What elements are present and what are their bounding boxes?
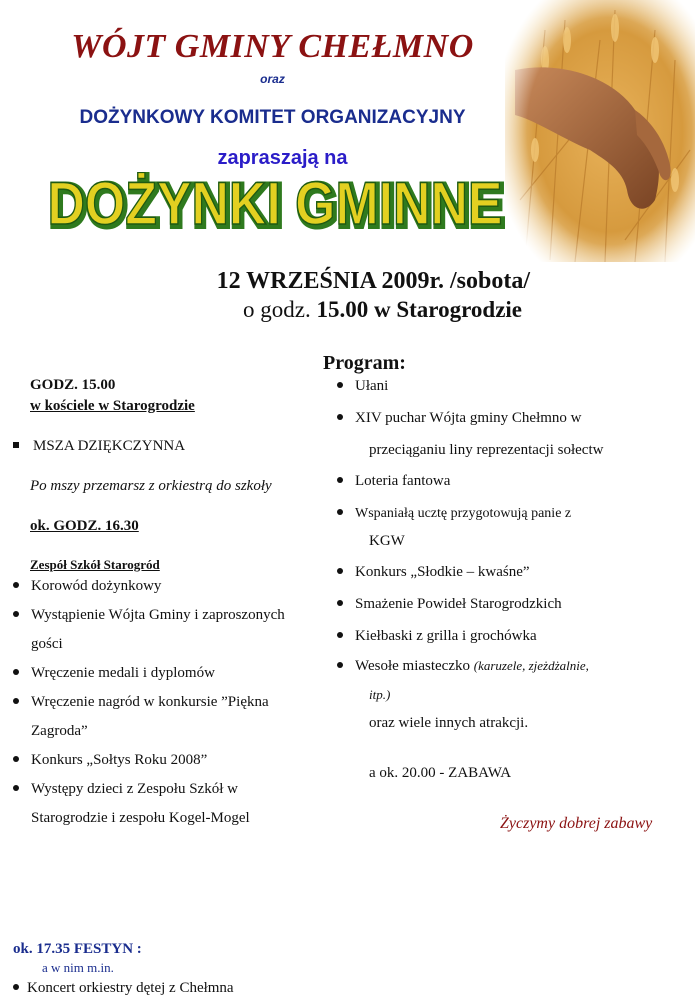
festyn-item: Koncert orkiestry dętej z Chełmna	[13, 979, 234, 997]
program-item: Kiełbaski z grilla i grochówka	[337, 627, 537, 645]
closing-wish: Życzymy dobrej zabawy	[500, 815, 653, 832]
mass-title: MSZA DZIĘKCZYNNA	[33, 438, 186, 454]
bullet	[337, 477, 343, 483]
bullet	[13, 984, 19, 990]
bullet	[337, 662, 343, 668]
bullet	[13, 582, 19, 588]
conjunction-text: oraz	[260, 72, 285, 86]
time-prefix: o godz.	[243, 297, 311, 322]
event-date: 12 WRZEŚNIA 2009r. /sobota/	[216, 268, 530, 294]
list-item-continuation: Zagroda”	[31, 723, 88, 739]
bullet	[13, 756, 19, 762]
bullet	[337, 568, 343, 574]
bullet	[13, 698, 19, 704]
list-item-continuation: Starogrodzie i zespołu Kogel-Mogel	[31, 810, 250, 826]
bullet	[337, 414, 343, 420]
mass-note: Po mszy przemarsz z orkiestrą do szkoły	[30, 478, 272, 494]
list-item: Wręczenie nagród w konkursie ”Piękna	[13, 693, 269, 711]
list-item-continuation: gości	[31, 636, 63, 652]
program-item-note-continuation: itp.)	[369, 687, 391, 702]
program-extra: oraz wiele innych atrakcji.	[369, 715, 529, 731]
school-time: ok. GODZ. 16.30	[30, 518, 139, 534]
bullet	[13, 669, 19, 675]
list-item: Występy dzieci z Zespołu Szkół w	[13, 780, 238, 798]
bullet	[13, 611, 19, 617]
bullet	[337, 382, 343, 388]
committee-heading: DOŻYNKOWY KOMITET ORGANIZACYJNY	[79, 107, 466, 128]
invite-text: zapraszają na	[217, 147, 348, 169]
festyn-sub: a w nim m.in.	[42, 960, 114, 975]
program-item-continuation: KGW	[369, 533, 405, 549]
bullet	[337, 632, 343, 638]
banner-shadow: DOŻYNKI GMINNE	[49, 172, 505, 237]
program-item-note: (karuzele, zjeżdżalnie,	[473, 658, 589, 673]
program-title: Program:	[323, 352, 406, 374]
program-item-continuation: przeciąganiu liny reprezentacji sołectw	[369, 442, 604, 458]
mass-place: w kościele w Starogrodzie	[30, 398, 195, 414]
banner-text: DOŻYNKI GMINNE	[47, 172, 503, 237]
program-item: Ułani	[337, 377, 388, 395]
event-time	[150, 297, 522, 323]
square-bullet	[13, 442, 19, 448]
list-item: Konkurs „Sołtys Roku 2008”	[13, 751, 207, 769]
event-banner	[45, 172, 510, 237]
program-item: Konkurs „Słodkie – kwaśne”	[337, 563, 530, 581]
program-item: Wspaniałą ucztę przygotowują panie z	[337, 505, 571, 522]
page-title: WÓJT GMINY CHEŁMNO	[71, 28, 474, 65]
bullet	[13, 785, 19, 791]
list-item: Korowód dożynkowy	[13, 577, 161, 595]
festyn-heading: ok. 17.35 FESTYN :	[13, 941, 142, 957]
time-value: 15.00 w Starogrodzie	[316, 297, 522, 322]
program-evening: a ok. 20.00 - ZABAWA	[369, 765, 512, 781]
program-item: Loteria fantowa	[337, 472, 450, 490]
list-item: Wystąpienie Wójta Gminy i zaproszonych	[13, 606, 285, 624]
mass-time: GODZ. 15.00	[30, 377, 116, 393]
list-item: Wręczenie medali i dyplomów	[13, 664, 215, 682]
program-item: XIV puchar Wójta gminy Chełmno w	[337, 409, 582, 427]
school-name: Zespół Szkół Starogród	[30, 557, 160, 572]
program-item: Smażenie Powideł Starogrodzkich	[337, 595, 562, 613]
bullet	[337, 600, 343, 606]
mass-title-row	[13, 437, 185, 455]
program-item: Wesołe miasteczko (karuzele, zjeżdżalnie,	[337, 657, 589, 675]
bullet	[337, 509, 343, 515]
